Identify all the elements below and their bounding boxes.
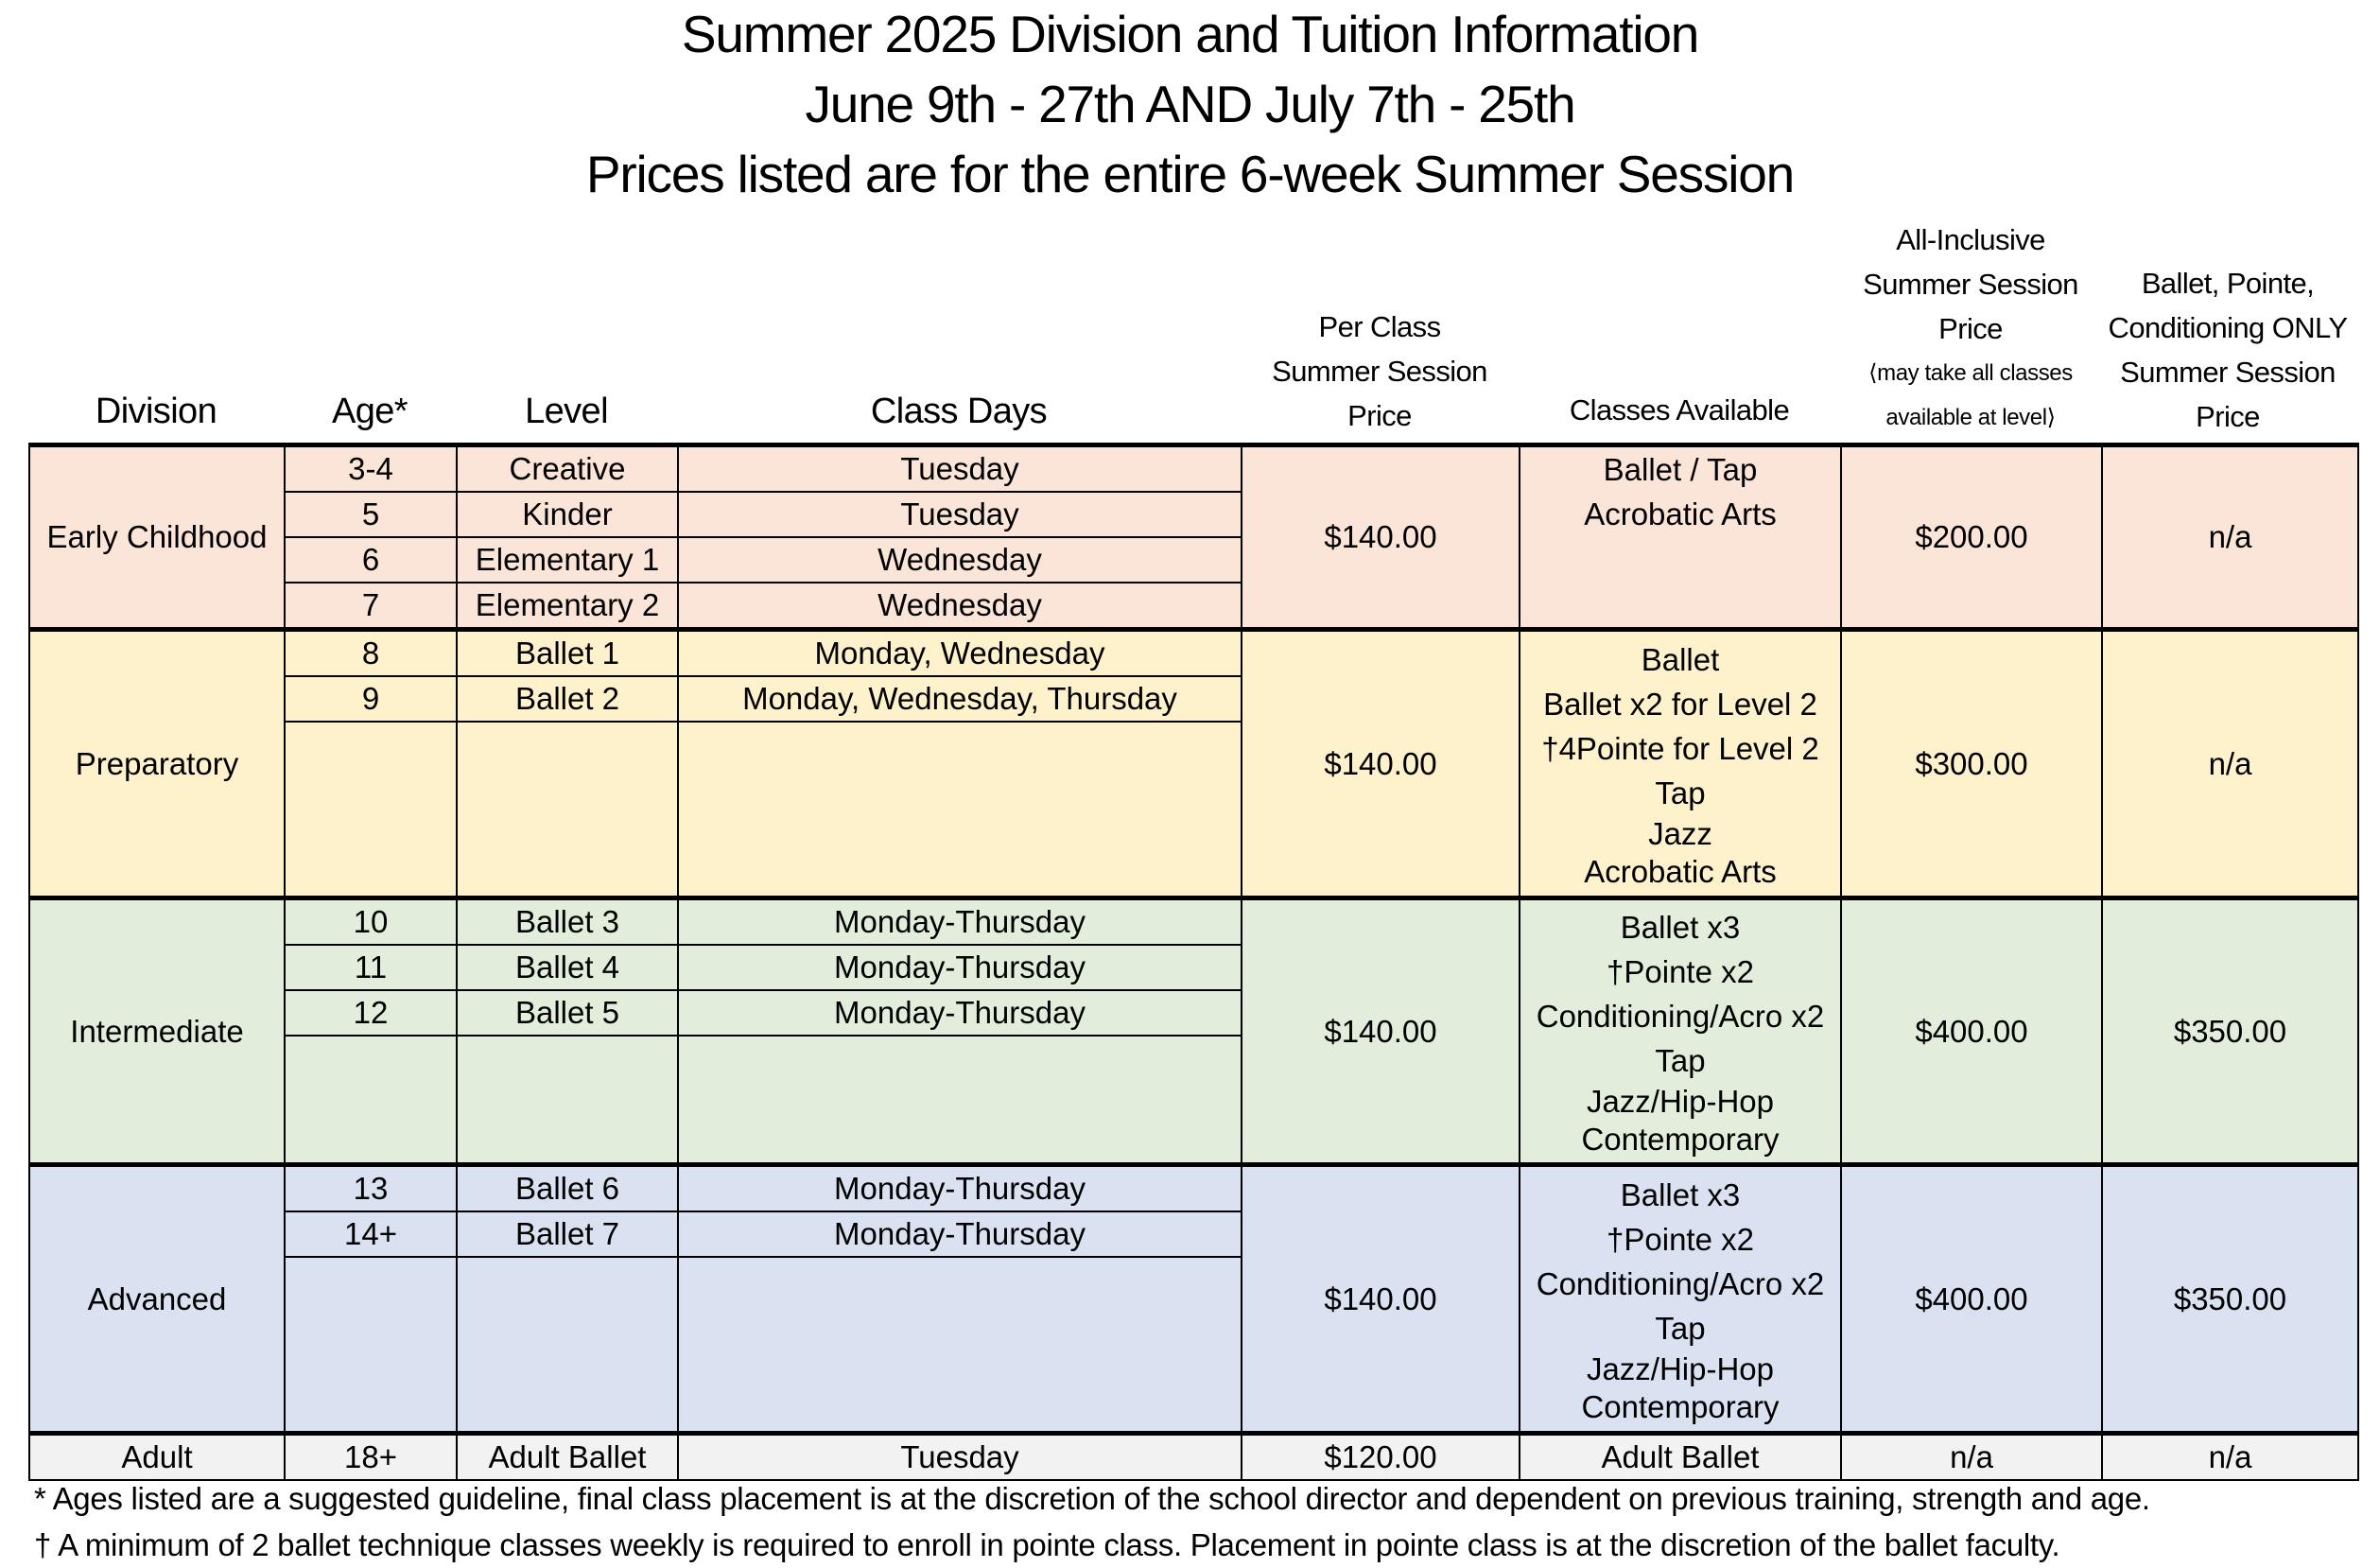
division-preparatory: Preparatory <box>29 630 285 898</box>
ballet-only-price: n/a <box>2102 630 2358 898</box>
header-per-class-line2: Summer Session <box>1272 355 1487 388</box>
level-cell-empty <box>457 1036 678 1165</box>
age-cell: 13 <box>285 1165 457 1212</box>
header-all-inclusive <box>1840 218 2101 440</box>
class-item: Ballet x3 <box>1620 1176 1741 1212</box>
class-item: Conditioning/Acro x2 <box>1536 1265 1825 1301</box>
ballet-only-price: n/a <box>2102 1434 2358 1481</box>
days-cell: Monday-Thursday <box>678 898 1242 946</box>
days-cell: Monday-Thursday <box>678 1165 1242 1212</box>
days-cell: Wednesday <box>678 537 1242 583</box>
level-cell: Creative <box>457 445 678 493</box>
header-level: Level <box>525 392 608 431</box>
header-all-inclusive-note2: available at level⟩ <box>1885 405 2056 430</box>
all-inclusive-price: $300.00 <box>1841 630 2102 898</box>
header-all-inclusive-note1: ⟨may take all classes <box>1868 360 2073 386</box>
per-class-price: $140.00 <box>1242 898 1520 1165</box>
division-adult: Adult <box>29 1434 285 1481</box>
class-item: Ballet x2 for Level 2 <box>1543 686 1817 722</box>
class-item: †Pointe x2 <box>1607 953 1754 989</box>
table-row <box>29 630 2358 677</box>
class-item: Tap <box>1655 1310 1706 1346</box>
age-cell: 18+ <box>285 1434 457 1481</box>
days-cell: Monday, Wednesday, Thursday <box>678 676 1242 722</box>
age-footnote: * Ages listed are a suggested guideline, final class placement is at the discretion of the school director and dependent on previous training, strength and age. <box>34 1481 2150 1516</box>
level-cell: Ballet 2 <box>457 676 678 722</box>
header-ballet-only-line3: Summer Session <box>2120 356 2336 389</box>
division-advanced: Advanced <box>29 1165 285 1434</box>
table-row <box>29 1165 2358 1212</box>
all-inclusive-price: n/a <box>1841 1434 2102 1481</box>
level-cell: Ballet 4 <box>457 945 678 990</box>
class-item: Jazz <box>1648 815 1712 851</box>
class-item: Ballet x3 <box>1620 909 1741 945</box>
header-ballet-only <box>2101 261 2354 439</box>
class-item: †4Pointe for Level 2 <box>1541 730 1819 766</box>
session-dates: June 9th - 27th AND July 7th - 25th <box>805 75 1575 133</box>
per-class-price: $140.00 <box>1242 1165 1520 1434</box>
class-item: †Pointe x2 <box>1607 1221 1754 1257</box>
header-classes-available: Classes Available <box>1569 393 1790 427</box>
ballet-only-price: $350.00 <box>2102 898 2358 1165</box>
header-all-inclusive-line1: All-Inclusive <box>1896 223 2045 256</box>
page-title: Summer 2025 Division and Tuition Information <box>681 5 1699 63</box>
class-item: Tap <box>1655 775 1706 810</box>
class-item: Ballet <box>1641 641 1720 677</box>
division-intermediate: Intermediate <box>29 898 285 1165</box>
days-cell-empty <box>678 1257 1242 1434</box>
class-item: Acrobatic Arts <box>1584 497 1777 531</box>
header-ballet-only-line2: Conditioning ONLY <box>2108 311 2348 344</box>
age-cell: 10 <box>285 898 457 946</box>
per-class-price: $140.00 <box>1242 445 1520 630</box>
age-cell-empty <box>285 1036 457 1165</box>
header-division: Division <box>95 392 217 431</box>
price-subtitle: Prices listed are for the entire 6-week Summer Session <box>585 145 1795 203</box>
days-cell: Tuesday <box>678 492 1242 537</box>
header-per-class-line1: Per Class <box>1318 310 1441 343</box>
header-class-days: Class Days <box>870 392 1048 431</box>
age-cell: 5 <box>285 492 457 537</box>
level-cell-empty <box>457 722 678 898</box>
all-inclusive-price: $200.00 <box>1841 445 2102 630</box>
per-class-price: $140.00 <box>1242 630 1520 898</box>
class-item: Contemporary <box>1581 1388 1780 1424</box>
days-cell: Tuesday <box>678 1434 1242 1481</box>
age-cell-empty <box>285 1257 457 1434</box>
age-cell: 11 <box>285 945 457 990</box>
class-item: Jazz/Hip-Hop <box>1586 1350 1775 1386</box>
days-cell: Monday-Thursday <box>678 990 1242 1036</box>
all-inclusive-price: $400.00 <box>1841 898 2102 1165</box>
days-cell: Wednesday <box>678 583 1242 630</box>
level-cell: Elementary 2 <box>457 583 678 630</box>
level-cell: Elementary 1 <box>457 537 678 583</box>
level-cell: Ballet 3 <box>457 898 678 946</box>
table-row <box>29 445 2358 493</box>
days-cell-empty <box>678 1036 1242 1165</box>
classes-available-cell <box>1520 1165 1841 1434</box>
header-per-class-line3: Price <box>1347 399 1412 432</box>
classes-available-cell <box>1520 630 1841 898</box>
level-cell-empty <box>457 1257 678 1434</box>
level-cell: Ballet 1 <box>457 630 678 677</box>
division-early-childhood: Early Childhood <box>29 445 285 630</box>
level-cell: Kinder <box>457 492 678 537</box>
header-all-inclusive-line3: Price <box>1938 312 2003 345</box>
age-cell: 3-4 <box>285 445 457 493</box>
level-cell: Ballet 7 <box>457 1211 678 1257</box>
header-ballet-only-line4: Price <box>2196 400 2260 433</box>
days-cell: Monday-Thursday <box>678 1211 1242 1257</box>
days-cell: Tuesday <box>678 445 1242 493</box>
class-item: Jazz/Hip-Hop <box>1586 1083 1775 1119</box>
age-cell: 7 <box>285 583 457 630</box>
tuition-table <box>28 443 2359 1481</box>
header-ballet-only-line1: Ballet, Pointe, <box>2141 267 2315 300</box>
footnotes <box>34 1475 2150 1568</box>
table-row <box>29 1434 2358 1481</box>
level-cell: Adult Ballet <box>457 1434 678 1481</box>
ballet-only-price: $350.00 <box>2102 1165 2358 1434</box>
header-all-inclusive-line2: Summer Session <box>1863 268 2078 301</box>
classes-available-cell <box>1520 445 1841 630</box>
class-item: Contemporary <box>1581 1121 1780 1157</box>
all-inclusive-price: $400.00 <box>1841 1165 2102 1434</box>
level-cell: Ballet 5 <box>457 990 678 1036</box>
classes-available-cell: Adult Ballet <box>1520 1434 1841 1481</box>
ballet-only-price: n/a <box>2102 445 2358 630</box>
class-item: Acrobatic Arts <box>1584 853 1777 889</box>
classes-available-cell <box>1520 898 1841 1165</box>
header-per-class <box>1241 305 1519 438</box>
age-cell: 8 <box>285 630 457 677</box>
class-item: Ballet / Tap <box>1603 452 1758 487</box>
days-cell: Monday, Wednesday <box>678 630 1242 677</box>
class-item: Tap <box>1655 1042 1706 1078</box>
header-age: Age* <box>331 392 408 431</box>
age-cell-empty <box>285 722 457 898</box>
days-cell-empty <box>678 722 1242 898</box>
per-class-price: $120.00 <box>1242 1434 1520 1481</box>
days-cell: Monday-Thursday <box>678 945 1242 990</box>
pointe-footnote: † A minimum of 2 ballet technique classes weekly is required to enroll in pointe class. Placement in pointe class is at the discretion of the ballet faculty. <box>34 1527 2060 1562</box>
table-row <box>29 898 2358 946</box>
age-cell: 9 <box>285 676 457 722</box>
age-cell: 14+ <box>285 1211 457 1257</box>
age-cell: 12 <box>285 990 457 1036</box>
class-item: Conditioning/Acro x2 <box>1536 998 1825 1034</box>
level-cell: Ballet 6 <box>457 1165 678 1212</box>
age-cell: 6 <box>285 537 457 583</box>
